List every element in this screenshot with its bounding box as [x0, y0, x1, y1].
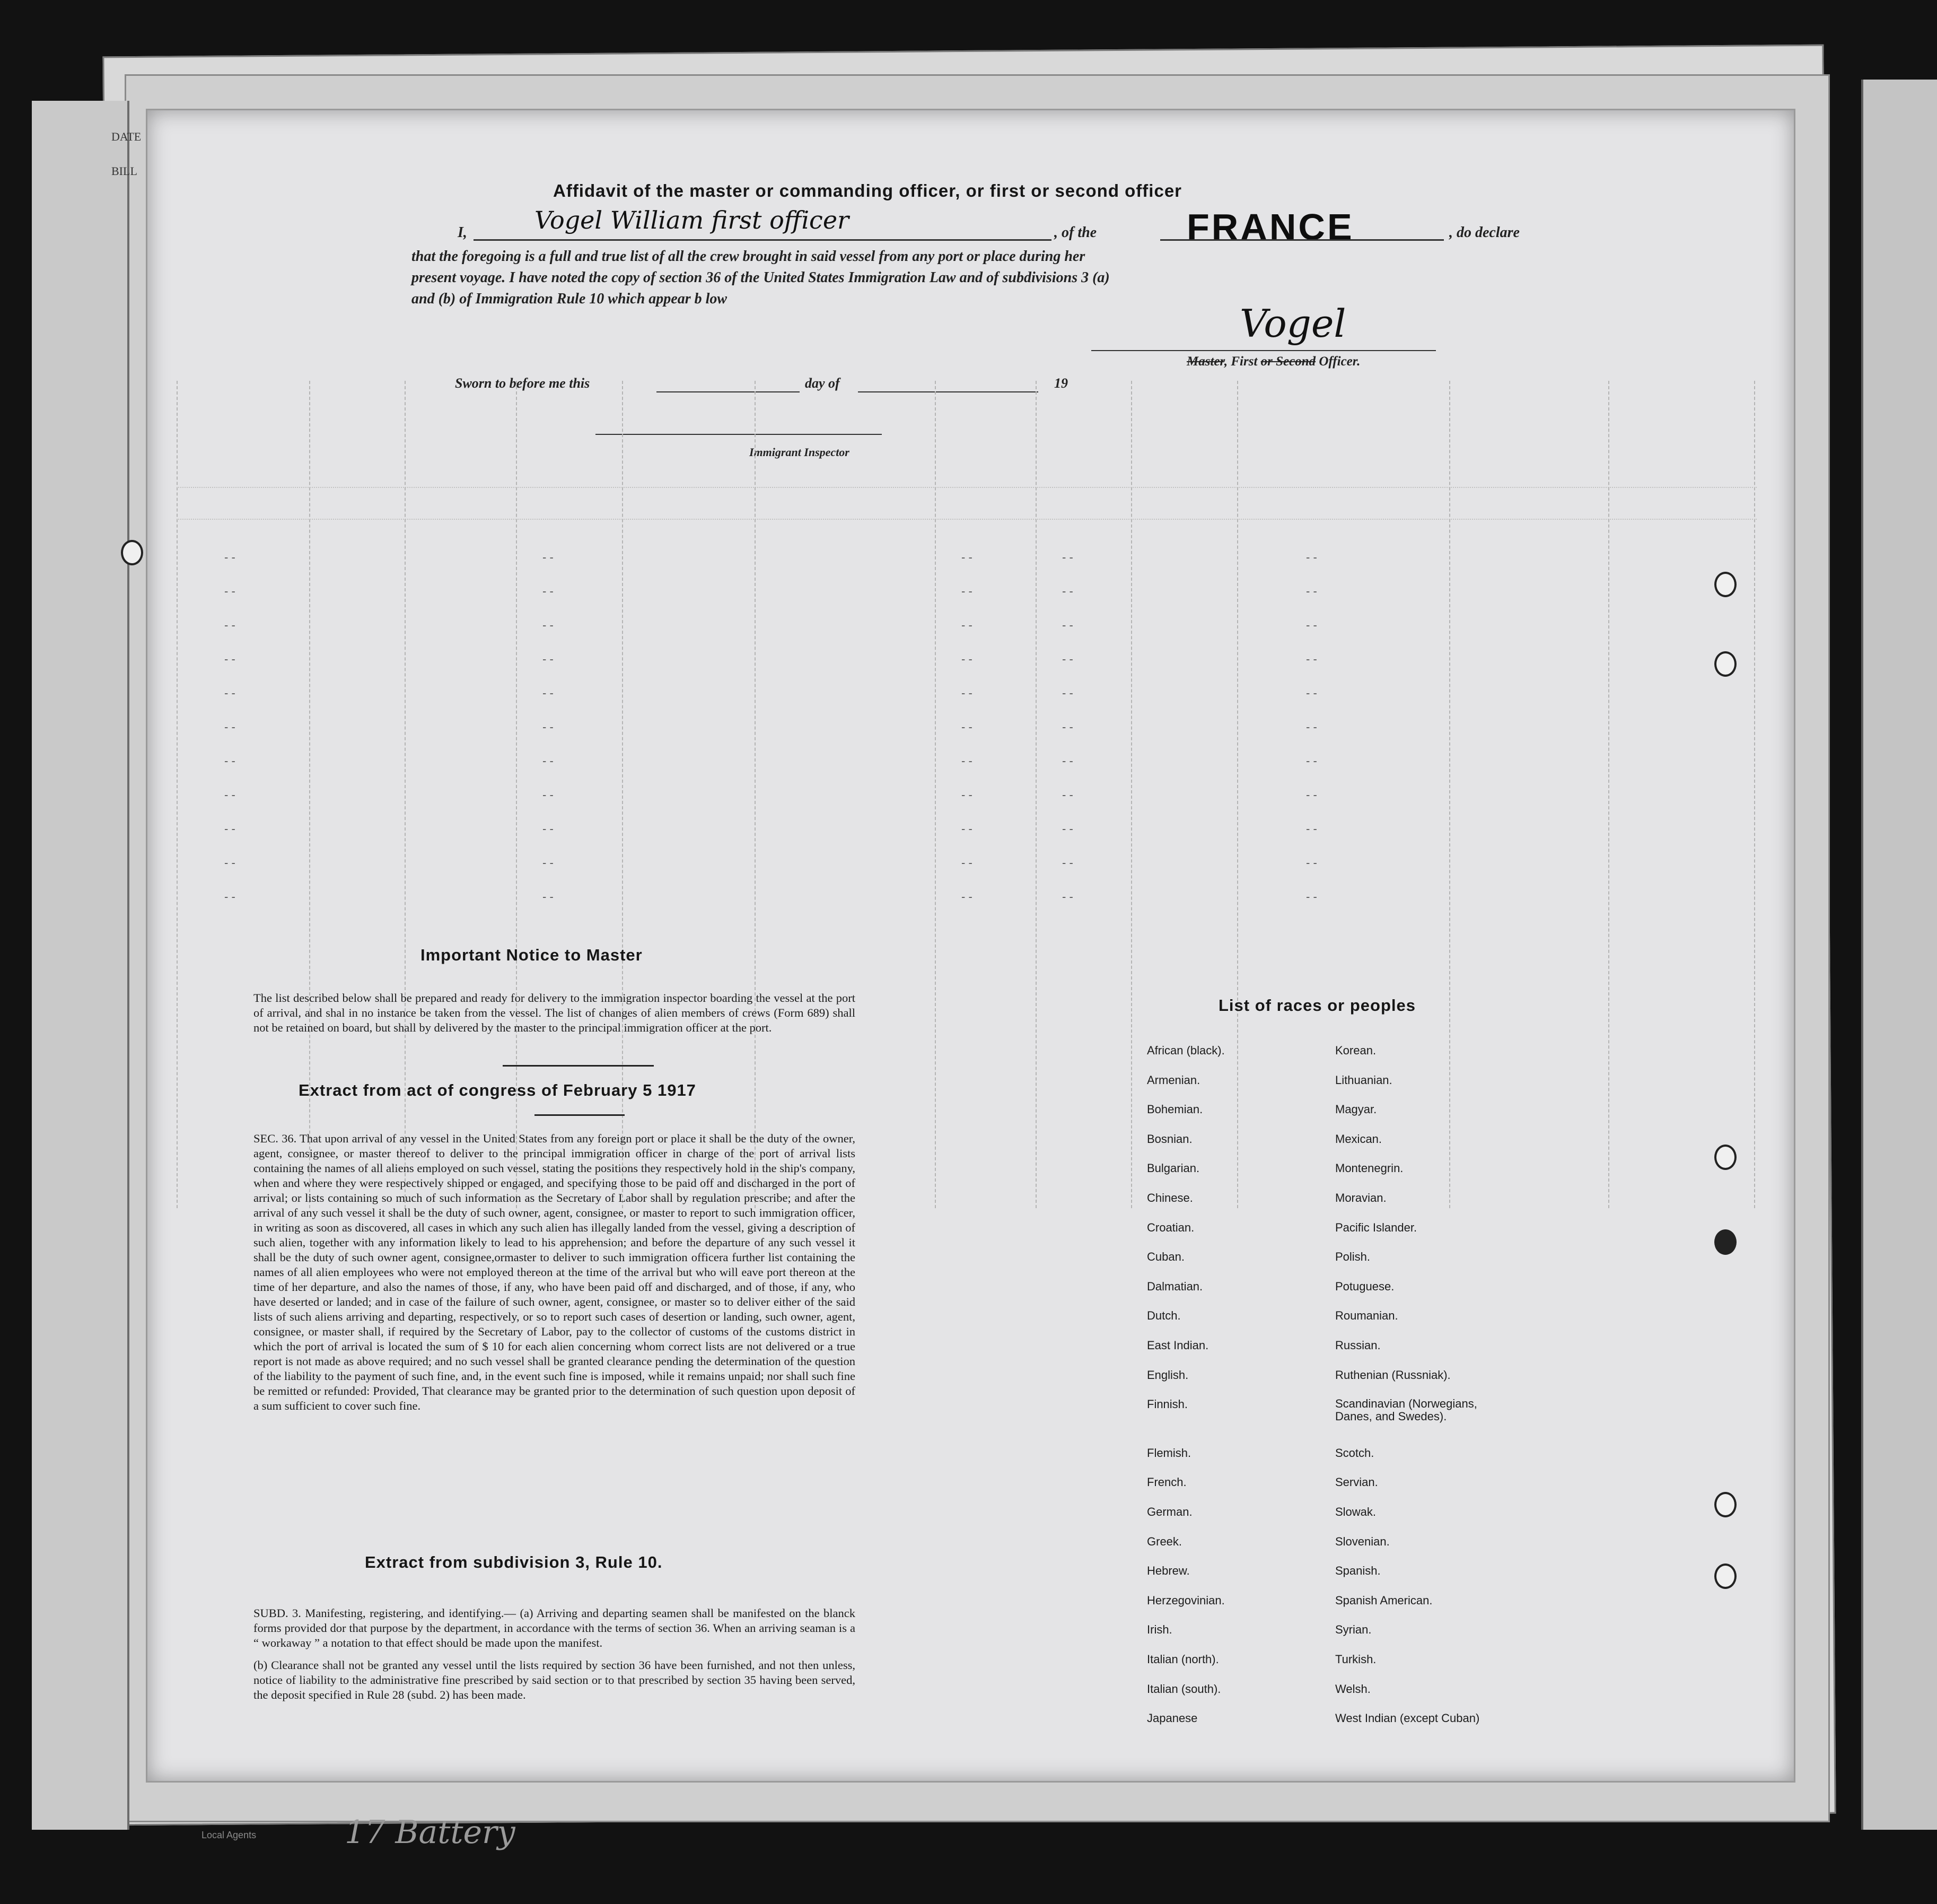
name-blank-line [474, 238, 1051, 241]
punch-hole [121, 540, 143, 565]
notice-text: The list described below shall be prepared and ready for delivery to the immigration inspector boarding the vessel at the port of arrival, and shal in no instance be taken from the vessel. The list of changes of alien members of crews (Form 689) shall not be retained on board, but shall by delivered by the master to the principal immigration officer at the port. [253, 991, 855, 1034]
handwritten-officer-name: Vogel William first officer [534, 206, 849, 234]
bottom-stub-label: Local Agents [201, 1830, 257, 1840]
crew-row: - - - - - - - - - - [224, 788, 1317, 801]
punch-hole [1714, 651, 1737, 677]
stub-date-label: DATE [111, 130, 142, 143]
crew-row: - - - - - - - - - - [224, 551, 1317, 564]
day-of-label: day of [805, 375, 840, 391]
extract-act-text: SEC. 36. That upon arrival of any vessel in the United States from any foreign port or place it shall be the duty of the owner, agent, consignee, or master thereof to deliver to the principal immigration officer in charge of the port of arrival lists containing the names of all aliens employed on such vessel, stating the positions they respectively hold in the ship's company, when and where they were respectively shipped or engaged, and specifying those to be paid off and discharged in the port of arrival; or lists containing so much of such information as the Secretary of Labor shall by regulation prescribe; and after the arrival of any such vessel it shall be the duty of such owner, agent, consignee, or master to report to such immigration officer, in writing as soon as discovered, all cases in which any such alien has illegally landed from the vessel, giving a description of such alien, together with any information likely to lead to his apprehension; and before the departure of any such vessel it shall be the duty of such owner agent, consignee,ormaster to deliver to such immigration officera further list containing the names of all alien employees who were not employed thereon at the time of the arrival but who will eave port thereon at the time of her departure, and also the names of those, if any, who have been paid off and discharged, and of those, if any, who have deserted or landed; and in case of the failure of such owner, agent, consignee, or master so to deliver either of the said lists of such aliens arriving and departing, respectively, or so to report such cases of desertion or landing, such owner, agent, consignee, or master shall, if required by the Secretary of Labor, pay to the collector of customs of the customs district in which the port of arrival is located the sum of $ 10 for each alien concerning whom correct lists are not delivered or a true report is not made as above required; and no such vessel shall be granted clearance pending the determination of the question of the liability to the payment of such fine, and, in the event such fine is imposed, while it remains unpaid; nor shall such fine be remitted or refunded: Provided, That clearance may be granted prior to the determination of such question upon deposit of a sum sufficient to cover such fine. [253, 1132, 855, 1412]
crew-row: - - - - - - - - - - [224, 720, 1317, 733]
race-item: Mexican. [1335, 1132, 1382, 1146]
race-item: Italian (south). [1147, 1682, 1221, 1696]
affidavit-line-4: and (b) of Immigration Rule 10 which appear b low [411, 291, 728, 307]
signer-title [1187, 354, 1360, 369]
race-item: Roumanian. [1335, 1309, 1398, 1323]
divider-rule [503, 1065, 654, 1067]
struck-master: Master [1187, 354, 1224, 369]
race-item: Finnish. [1147, 1398, 1188, 1411]
struck-second: or Second [1260, 354, 1316, 369]
race-item: Lithuanian. [1335, 1073, 1392, 1087]
title-officer: Officer. [1319, 354, 1361, 369]
punch-hole [1714, 1145, 1737, 1170]
inspector-label: Immigrant Inspector [749, 446, 849, 459]
race-item: Bohemian. [1147, 1103, 1203, 1116]
title-first: , First [1224, 354, 1258, 369]
race-item: French. [1147, 1475, 1187, 1489]
race-item: Armenian. [1147, 1073, 1200, 1087]
race-item: Ruthenian (Russniak). [1335, 1368, 1451, 1382]
race-item: Bosnian. [1147, 1132, 1193, 1146]
race-item: Moravian. [1335, 1191, 1387, 1204]
stub-bill-label: BILL [111, 164, 137, 178]
i-label: I, [458, 224, 467, 241]
race-item: Irish. [1147, 1623, 1172, 1637]
affidavit-line-2: that the foregoing is a full and true list of all the crew brought in said vessel from any port or place during her [411, 248, 1085, 265]
punch-hole [1714, 1229, 1737, 1255]
race-item: Japanese [1147, 1711, 1198, 1725]
races-heading: List of races or peoples [1219, 996, 1416, 1015]
manifest-page [146, 109, 1795, 1783]
right-stub-strip [1861, 80, 1937, 1830]
race-item: Slowak. [1335, 1505, 1377, 1518]
race-item: German. [1147, 1505, 1193, 1518]
race-item: Korean. [1335, 1044, 1377, 1057]
extract-act-heading: Extract from act of congress of February 5 1917 [299, 1081, 696, 1099]
do-declare-label: , do declare [1449, 224, 1520, 241]
race-item: Croatian. [1147, 1220, 1195, 1234]
crew-row: - - - - - - - - - - [224, 584, 1317, 598]
crew-row: - - - - - - - - - - [224, 890, 1317, 903]
ship-blank-line [1160, 238, 1444, 241]
race-item: Dutch. [1147, 1309, 1181, 1323]
crew-row: - - - - - - - - - - [224, 652, 1317, 666]
divider-rule [534, 1114, 625, 1116]
race-item: East Indian. [1147, 1339, 1209, 1352]
race-item: Italian (north). [1147, 1653, 1219, 1666]
race-item: Montenegrin. [1335, 1161, 1404, 1175]
race-item: Dalmatian. [1147, 1279, 1203, 1293]
race-item: Cuban. [1147, 1250, 1185, 1264]
race-item: West Indian (except Cuban) [1335, 1711, 1480, 1725]
crew-row: - - - - - - - - - - [224, 856, 1317, 869]
race-item: Potuguese. [1335, 1279, 1395, 1293]
race-item: Welsh. [1335, 1682, 1371, 1696]
race-item: Turkish. [1335, 1653, 1377, 1666]
race-item: Herzegovinian. [1147, 1593, 1225, 1607]
race-item: Pacific Islander. [1335, 1220, 1417, 1234]
race-item: Scandinavian (Norwegians, Danes, and Swedes). [1335, 1397, 1477, 1423]
sworn-label: Sworn to before me this [455, 375, 590, 391]
punch-hole [1714, 1492, 1737, 1517]
punch-hole [1714, 572, 1737, 597]
affidavit-line-3: present voyage. I have noted the copy of section 36 of the United States Immigration Law and of subdivisions 3 (a) [411, 269, 1110, 286]
race-item: Polish. [1335, 1250, 1371, 1264]
race-item: Servian. [1335, 1475, 1378, 1489]
race-item: Spanish. [1335, 1564, 1381, 1578]
race-item: Flemish. [1147, 1446, 1191, 1460]
race-item: Bulgarian. [1147, 1161, 1200, 1175]
crew-row: - - - - - - - - - - [224, 754, 1317, 767]
notice-heading: Important Notice to Master [420, 946, 643, 964]
race-item: Magyar. [1335, 1103, 1377, 1116]
race-item: African (black). [1147, 1044, 1225, 1057]
punch-hole [1714, 1564, 1737, 1589]
race-item: Russian. [1335, 1339, 1381, 1352]
extract-rule-text-a: SUBD. 3. Manifesting, registering, and identifying.— (a) Arriving and departing seamen shall be manifested on the blanck forms provided dor that purpose by the department, in accordance with the terms of section 36. When an arriving seaman is a “ workaway ” a notation to that effect should be made upon the manifest. [253, 1606, 855, 1649]
affidavit-title: Affidavit of the master or commanding officer, or first or second officer [553, 181, 1182, 200]
race-item: Greek. [1147, 1534, 1182, 1548]
left-stub-strip [32, 101, 142, 1830]
signature-line [1091, 350, 1436, 351]
year-label: 19 [1054, 375, 1068, 391]
race-item: Chinese. [1147, 1191, 1193, 1204]
race-item: Scotch. [1335, 1446, 1374, 1460]
ship-name: FRANCE [1187, 206, 1354, 248]
race-item: Syrian. [1335, 1623, 1372, 1637]
race-item: English. [1147, 1368, 1189, 1382]
race-item: Spanish American. [1335, 1593, 1433, 1607]
extract-rule-text-b: (b) Clearance shall not be granted any vessel until the lists required by section 36 have been furnished, and not then unless, notice of liability to the administrative fine prescribed by said section or to that prescribed by section 35 having been served, the deposit specified in Rule 28 (subd. 2) has been made. [253, 1658, 855, 1701]
crew-row: - - - - - - - - - - [224, 618, 1317, 632]
race-item: Slovenian. [1335, 1534, 1390, 1548]
signature: Vogel [1240, 301, 1346, 346]
crew-row: - - - - - - - - - - [224, 822, 1317, 835]
bottom-handwriting: 17 Battery [345, 1814, 515, 1851]
extract-rule-heading: Extract from subdivision 3, Rule 10. [365, 1553, 663, 1571]
of-the-label: , of the [1054, 224, 1097, 241]
crew-row: - - - - - - - - - - [224, 686, 1317, 700]
race-item: Hebrew. [1147, 1564, 1190, 1578]
